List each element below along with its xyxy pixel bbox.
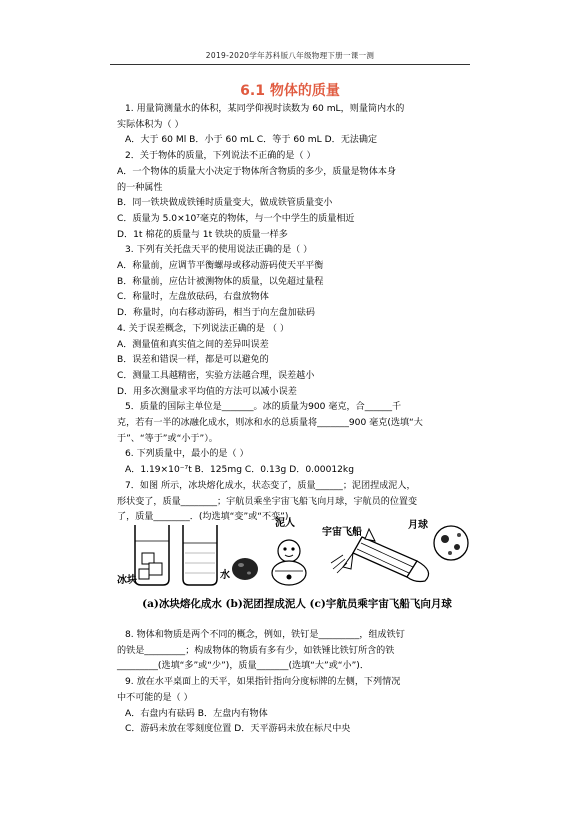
text-line: B．称量前，应估计被测物体的质量，以免超过量程 — [117, 276, 324, 287]
text-line: D．称量时，向右移动游码，相当于向左盘加砝码 — [117, 308, 315, 319]
text-line: A．大于 60 Ml B．小于 60 mL C．等于 60 mL D．无法确定 — [125, 135, 378, 146]
beaker-with-ice — [135, 525, 169, 585]
text-line: A．右盘内有砝码 B．左盘内有物体 — [125, 708, 268, 719]
spaceship-label: 宇宙飞船 — [322, 527, 362, 538]
clay-figure — [272, 540, 306, 585]
text-line: 于”、“等于”或“小于”）。 — [117, 433, 218, 444]
text-line: C．质量为 5.0×10⁷毫克的物体，与一个中学生的质量相近 — [117, 213, 355, 224]
text-line: A．测量值和真实值之间的差异叫误差 — [117, 339, 269, 350]
text-line: D．1t 棉花的质量与 1t 铁块的质量一样多 — [117, 229, 288, 240]
text-line: 2．关于物体的质量，下列说法不正确的是（ ） — [125, 151, 316, 162]
text-line: A．称量前，应调节平衡螺母或移动游码使天平平衡 — [117, 261, 324, 272]
text-line: C．游码未放在零刻度位置 D．天平游码未放在标尺中央 — [125, 724, 351, 735]
moon — [434, 526, 468, 560]
beaker-with-water — [183, 525, 217, 585]
text-line: 7．如图 所示，冰块熔化成水，状态变了，质量______；泥团捏成泥人， — [125, 480, 416, 491]
text-line: 克，若有一半的冰融化成水，则冰和水的总质量将_______900 毫克(选填“大 — [117, 418, 423, 429]
text-line: 9. 放在水平桌面上的天平，如果指针指向分度标牌的左侧，下列情况 — [125, 677, 401, 688]
text-line: 了，质量________．(均选填“变”或“不变”) — [117, 512, 289, 523]
text-line: 5．质量的国际主单位是_______。冰的质量为900 毫克，合______千 — [125, 402, 402, 413]
moon-label: 月球 — [408, 520, 428, 531]
text-line: 的铁是_________；构成物体的物质有多有少，如铁锤比铁钉所含的铁 — [117, 645, 395, 656]
text-line: 3. 下列有关托盘天平的使用说法正确的是（ ） — [125, 245, 313, 256]
text-line: 形状变了，质量________；宇航员乘坐宇宙飞船飞向月球，宇航员的位置变 — [117, 496, 418, 507]
text-line: A．一个物体的质量大小决定于物体所含物质的多少，质量是物体本身 — [117, 166, 397, 177]
page-title: 6.1 物体的质量 — [240, 83, 340, 99]
text-line: A．1.19×10⁻⁷t B．125mg C．0.13g D．0.00012kg — [125, 465, 354, 476]
text-line: C．测量工具越精密，实验方法越合理，误差越小 — [117, 370, 315, 381]
header-rule — [110, 64, 470, 65]
text-line: 1. 用量筒测量水的体积，某同学仰视时读数为 60 mL，则量筒内水的 — [125, 104, 405, 114]
text-line: 的一种属性 — [117, 182, 163, 193]
clay-lump — [232, 558, 258, 580]
text-line: C．称量时，左盘放砝码，右盘放物体 — [117, 292, 269, 303]
text-line: B．同一铁块做成铁锤时质量变大，做成铁管质量变小 — [117, 198, 333, 209]
figure-illustrations — [117, 513, 477, 588]
clay-figure-label: 泥人 — [275, 518, 295, 529]
text-line: 实际体积为（ ） — [117, 119, 184, 130]
text-line: 中不可能的是（ ） — [117, 692, 193, 703]
text-line: D．用多次测量求平均值的方法可以减小误差 — [117, 386, 297, 397]
text-line: 6. 下列质量中，最小的是（ ） — [125, 449, 249, 460]
water-label: 水 — [220, 570, 230, 581]
text-line: _________(选填“多”或“少”)，质量_______(选填“大”或“小”)． — [117, 661, 369, 672]
text-line: 8. 物体和物质是两个不同的概念，例如，铁钉是_________，组成铁钉 — [125, 630, 405, 640]
figure-caption: (a)冰块熔化成水 (b)泥团捏成泥人 (c)宇航员乘宇宙飞船飞向月球 — [142, 598, 452, 610]
page-header: 2019-2020学年苏科版八年级物理下册一课一测 — [205, 51, 375, 60]
text-line: 4. 关于误差概念，下列说法正确的是 （ ） — [117, 323, 289, 334]
text-line: B．误差和错误一样，都是可以避免的 — [117, 355, 269, 366]
questions-block-1 — [117, 102, 477, 526]
ice-label: 冰块 — [117, 575, 137, 586]
questions-block-2 — [117, 628, 477, 738]
